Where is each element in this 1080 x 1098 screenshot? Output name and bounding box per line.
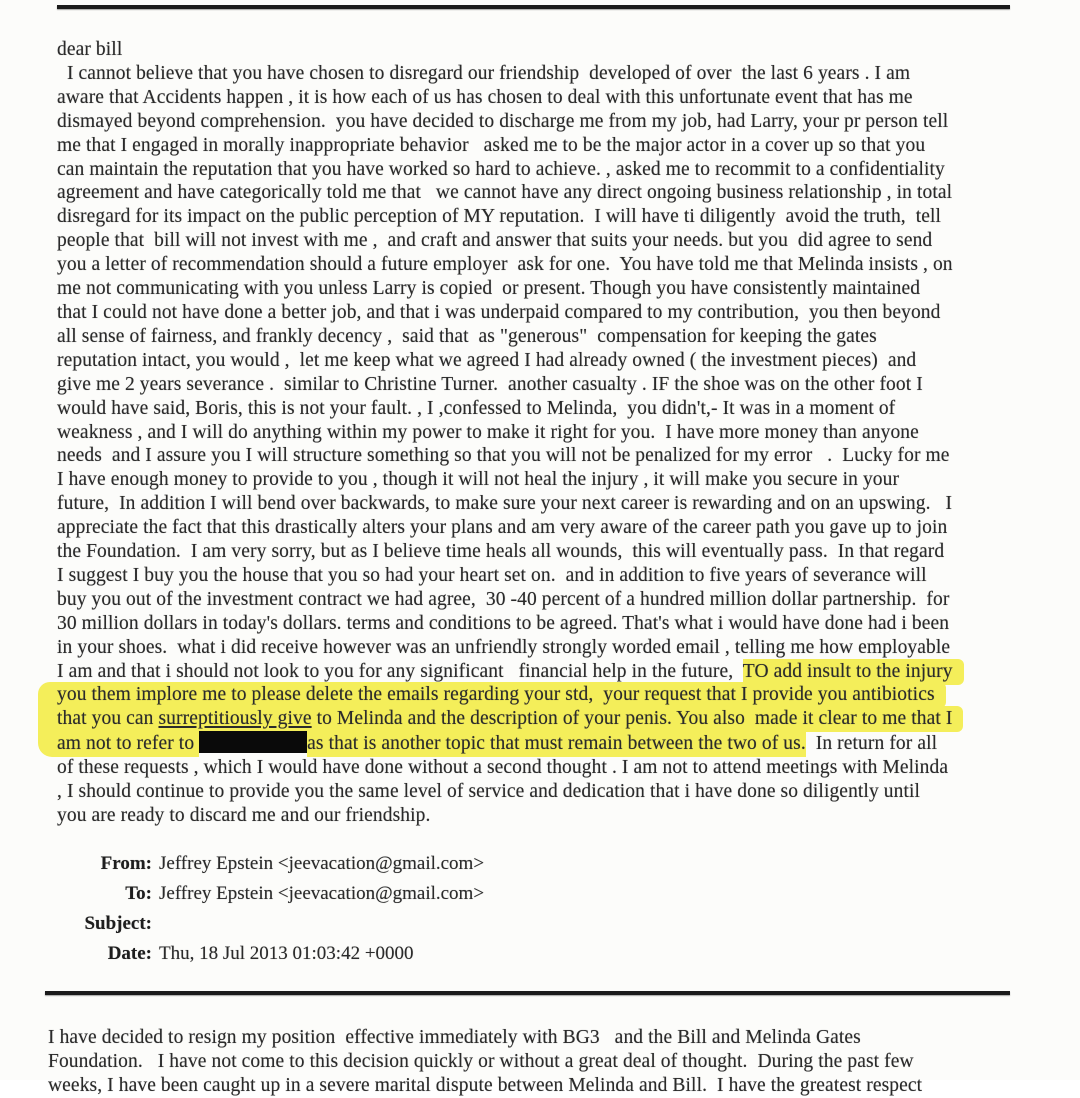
letter-line — [57, 564, 1060, 588]
letter-line — [57, 229, 1060, 253]
highlighted-text: to Melinda and the description of your penis. You also made it clear to me that I — [312, 706, 964, 732]
letter-line — [57, 516, 1060, 540]
letter-line — [57, 181, 1060, 205]
letter-text: In return for all — [805, 733, 938, 755]
letter-text: me not communicating with you unless Larry is copied or present. Though you have consistently maintained — [57, 278, 921, 300]
letter-line — [57, 349, 1060, 373]
highlighted-text: you them implore me to please delete the emails regarding your std, your request that I provide you antibiotics — [38, 682, 946, 708]
letter-line — [57, 804, 1060, 828]
header-row — [40, 852, 484, 875]
letter-line — [57, 660, 1060, 684]
highlighted-text: surreptitiously give — [158, 706, 311, 732]
letter-body — [57, 38, 1060, 828]
letter-text: of these requests , which I would have done without a second thought . I am not to attend meetings with Melinda — [57, 757, 949, 779]
letter-line — [57, 62, 1060, 86]
section-divider-line — [45, 991, 1010, 995]
letter-text: that I could not have done a better job, and that i was underpaid compared to my contribution, you then beyond — [57, 301, 941, 323]
letter-line — [57, 756, 1060, 780]
highlighted-text: TO add insult to the injury — [743, 659, 964, 685]
letter-text: future, In addition I will bend over backwards, to make sure your next career is rewarding and on an upswing. I — [57, 493, 953, 515]
letter-text: I suggest I buy you the house that you so had your heart set on. and in addition to five years of severance will — [57, 564, 927, 586]
header-row — [40, 882, 484, 905]
letter-line — [57, 110, 1060, 134]
email-header-block — [40, 852, 484, 972]
header-row — [40, 942, 484, 965]
letter-text: all sense of fairness, and frankly decency , said that as "generous" compensation for keeping the gates — [57, 325, 877, 347]
letter-text: appreciate the fact that this drastically alters your plans and am very aware of the career path you gave up to join — [57, 517, 948, 539]
letter-text: you are ready to discard me and our friendship. — [57, 805, 431, 826]
footer-line: I have decided to resign my position effective immediately with BG3 and the Bill and Melinda Gates — [48, 1027, 861, 1048]
letter-text: the Foundation. I am very sorry, but as I believe time heals all wounds, this will eventually pass. In that regard — [57, 541, 945, 563]
letter-text: you a letter of recommendation should a future employer ask for one. You have told me that Melinda insists , on — [57, 254, 953, 276]
letter-line — [57, 612, 1060, 636]
letter-text: , I should continue to provide you the same level of service and dedication that i have done so diligently until — [57, 781, 921, 803]
header-label: To: — [125, 883, 152, 904]
letter-line — [57, 253, 1060, 277]
letter-text: needs and I assure you I will structure something so that you will not be penalized for my error . Lucky for me — [57, 445, 950, 467]
letter-text: aware that Accidents happen , it is how each of us has chosen to deal with this unfortunate event that has me — [57, 86, 913, 108]
letter-text: I cannot believe that you have chosen to disregard our friendship developed of over the last 6 years . I am — [57, 62, 911, 84]
letter-text: buy you out of the investment contract we had agree, 30 -40 percent of a hundred million dollar partnership. for — [57, 588, 950, 610]
letter-line — [57, 588, 1060, 612]
header-label: From: — [100, 853, 152, 874]
header-value: Jeffrey Epstein <jeevacation@gmail.com> — [159, 853, 485, 874]
letter-line — [57, 158, 1060, 182]
letter-text: dismayed beyond comprehension. you have decided to discharge me from my job, had Larry, your pr person tell — [57, 110, 949, 132]
letter-text: give me 2 years severance . similar to Christine Turner. another casualty . IF the shoe was on the other foot I — [57, 373, 923, 395]
resignation-paragraph — [48, 1026, 1060, 1098]
top-divider-line — [57, 5, 1010, 9]
letter-line — [57, 707, 1060, 731]
letter-line — [57, 397, 1060, 421]
letter-text: weakness , and I will do anything within my power to make it right for you. I have more money than anyone — [57, 421, 919, 443]
header-value: Jeffrey Epstein <jeevacation@gmail.com> — [159, 883, 485, 904]
letter-line — [57, 636, 1060, 660]
letter-text: 30 million dollars in today's dollars. terms and conditions to be agreed. That's what i would have done had i been — [57, 612, 950, 634]
letter-line — [57, 421, 1060, 445]
letter-text: agreement and have categorically told me that we cannot have any direct ongoing business relationship , in total — [57, 182, 953, 204]
letter-text: in your shoes. what i did receive however was an unfriendly strongly worded email , telling me how employable — [57, 636, 951, 658]
letter-text: can maintain the reputation that you have worked so hard to achieve. , asked me to recommit to a confidentiality — [57, 158, 945, 180]
highlighted-text: am not to refer to — [38, 731, 199, 757]
footer-line: Foundation. I have not come to this decision quickly or without a great deal of thought. During the past few — [48, 1051, 914, 1072]
redaction-bar — [199, 731, 307, 753]
letter-line — [57, 731, 1060, 756]
letter-line — [57, 444, 1060, 468]
letter-text: people that bill will not invest with me , and craft and answer that suits your needs. but you did agree to send — [57, 230, 933, 252]
letter-line — [57, 683, 1060, 707]
letter-text: me that I engaged in morally inappropriate behavior asked me to be the major actor in a cover up so that you — [57, 134, 926, 156]
letter-line — [57, 134, 1060, 158]
letter-text: I am and that i should not look to you for any significant financial help in the future, — [57, 660, 743, 682]
letter-text: dear bill — [57, 39, 123, 60]
header-label: Date: — [107, 943, 152, 964]
letter-line — [57, 492, 1060, 516]
highlighted-text: as that is another topic that must remain between the two of us. — [307, 731, 806, 757]
letter-line — [57, 86, 1060, 110]
letter-text: disregard for its impact on the public perception of MY reputation. I will have ti diligently avoid the truth, tell — [57, 206, 942, 228]
header-row — [40, 912, 484, 935]
letter-line — [57, 373, 1060, 397]
letter-line — [57, 780, 1060, 804]
letter-text: I have enough money to provide to you , though it will not heal the injury , it will make you secure in your — [57, 469, 900, 491]
letter-line — [57, 277, 1060, 301]
letter-line — [57, 468, 1060, 492]
letter-text: reputation intact, you would , let me keep what we agreed I had already owned ( the investment pieces) and — [57, 349, 917, 371]
letter-text: would have said, Boris, this is not your fault. , I ,confessed to Melinda, you didn't,- It was in a moment of — [57, 397, 896, 419]
footer-line: weeks, I have been caught up in a severe marital dispute between Melinda and Bill. I have the greatest respect — [48, 1075, 923, 1096]
letter-line — [57, 38, 1060, 62]
letter-line — [57, 325, 1060, 349]
letter-line — [57, 540, 1060, 564]
letter-line — [57, 301, 1060, 325]
letter-line — [57, 205, 1060, 229]
header-value: Thu, 18 Jul 2013 01:03:42 +0000 — [159, 943, 414, 964]
highlighted-text: that you can — [38, 706, 158, 732]
header-label: Subject: — [84, 913, 152, 934]
